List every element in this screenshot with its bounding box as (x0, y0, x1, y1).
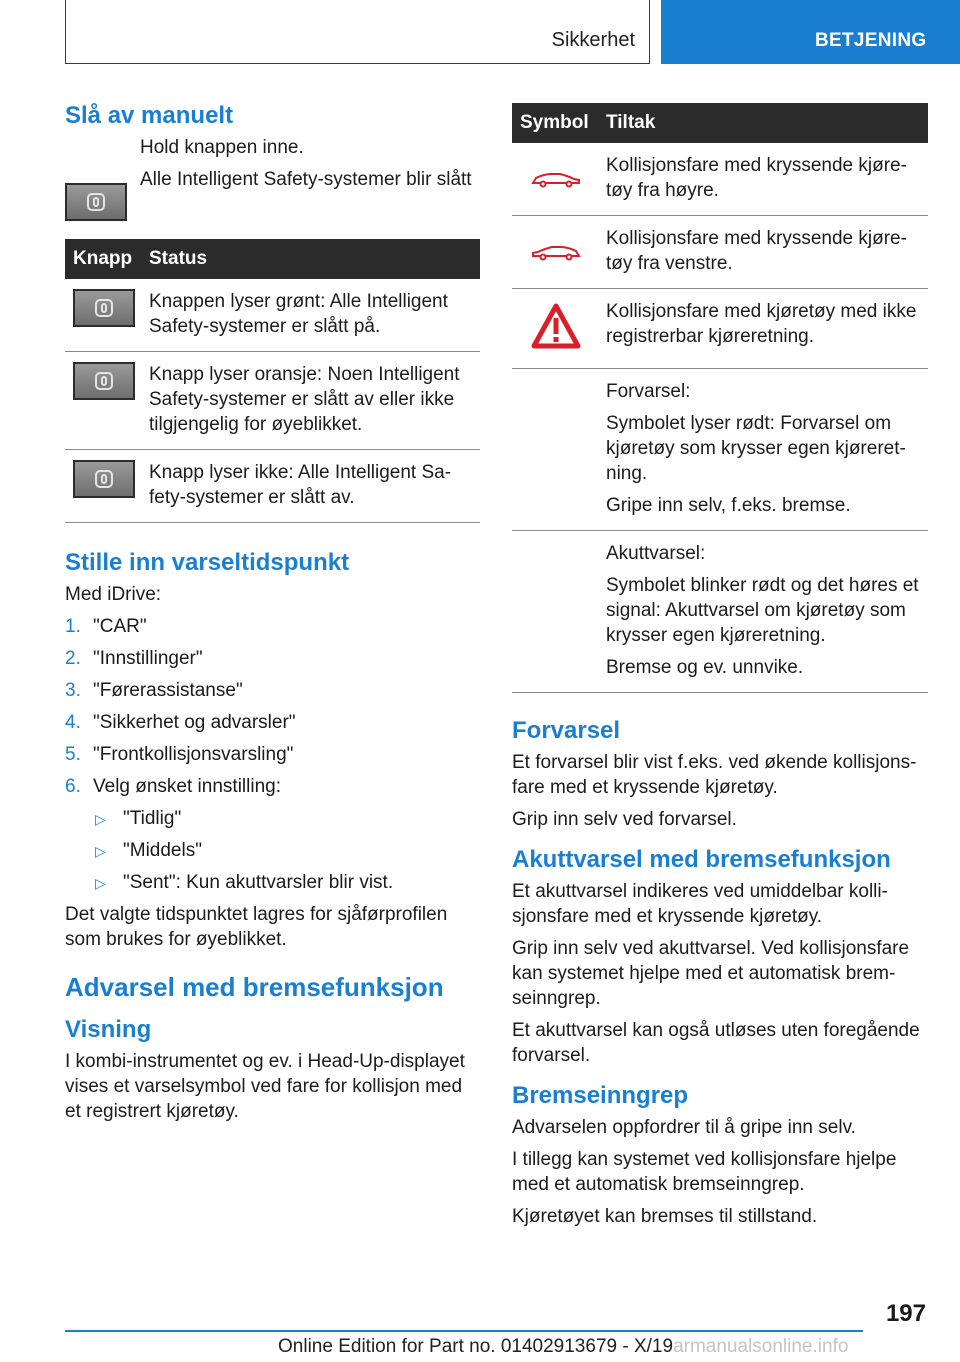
symbol-action-table (512, 103, 928, 693)
table-row (512, 531, 928, 693)
list-item: ▷ "Middels" (65, 838, 480, 863)
table-row (65, 352, 480, 450)
list-item: ▷ "Sent": Kun akuttvarsler blir vist. (65, 870, 480, 895)
acute-warning-text-3: Et akuttvarsel kan også utløses uten foregående forvarsel. (512, 1020, 920, 1066)
column-header-button: Knapp (65, 239, 141, 279)
triangle-bullet-icon: ▷ (95, 875, 106, 891)
setting-options (65, 806, 480, 895)
safety-button-icon (65, 183, 127, 221)
acute-warning-text: Et akuttvarsel indikeres ved umiddelbar kolli‐sjonsfare med et kryssende kjøretøy. (512, 881, 888, 927)
table-row (512, 143, 928, 216)
manual-off-result: Alle Intelligent Safety-systemer blir slått (140, 169, 472, 190)
header-chapter-tab (661, 0, 960, 64)
safety-button-icon (73, 362, 135, 400)
page-number: 197 (885, 1300, 926, 1327)
footer-edition: Online Edition for Part no. 01402913679 - X/19armanualsonline.info (278, 1336, 849, 1357)
brake-text-2: I tillegg kan systemet ved kollisjonsfare hjelpe med et automatisk bremseinngrep. (512, 1149, 897, 1195)
table-header-row (65, 239, 480, 279)
brake-text: Advarselen oppfordrer til å gripe inn selv. (512, 1117, 856, 1138)
heading-brake-warning: Advarsel med bremsefunksjon (65, 972, 444, 1002)
heading-manual-off: Slå av manuelt (65, 102, 234, 129)
pre-warning-text-2: Grip inn selv ved forvarsel. (512, 809, 737, 830)
table-row (512, 289, 928, 369)
list-item: ▷ "Tidlig" (65, 806, 480, 831)
car-crossing-left-icon (530, 242, 582, 262)
list-item: 6. Velg ønsket innstilling: (65, 776, 281, 797)
action-text: Kollisjonsfare med kryssende kjøre‐tøy fra høyre. (598, 143, 928, 216)
acute-warning-text-2: Grip inn selv ved akuttvarsel. Ved kollisjonsfare kan systemet hjelpe med et automatisk brem‐seinngrep. (512, 938, 910, 1009)
table-row (65, 279, 480, 352)
status-text: Knappen lyser grønt: Alle Intelligent Safety-systemer er slått på. (141, 279, 480, 352)
status-text: Knapp lyser ikke: Alle Intelligent Sa‐fety-systemer er slått av. (141, 450, 480, 523)
table-header-row (512, 103, 928, 143)
column-header-symbol: Symbol (512, 103, 598, 143)
profile-note: Det valgte tidspunktet lagres for sjåførprofilen som brukes for øyeblikket. (65, 904, 448, 950)
column-header-status: Status (141, 239, 480, 279)
list-item: 1. "CAR" (65, 616, 147, 637)
header-section-box (65, 0, 650, 64)
action-text: Akuttvarsel: Symbolet blinker rødt og det høres et signal: Akuttvarsel om kjøretøy som krysser egen kjøreretning. Bremse og ev. unnvike. (598, 531, 928, 693)
action-text: Kollisjonsfare med kryssende kjøre‐tøy fra venstre. (598, 216, 928, 289)
right-column (512, 103, 928, 1236)
heading-brake-intervention: Bremseinngrep (512, 1082, 689, 1109)
car-crossing-right-icon (530, 169, 582, 189)
column-header-action: Tiltak (598, 103, 928, 143)
left-column (65, 100, 480, 1131)
heading-warning-time: Stille inn varseltidspunkt (65, 549, 350, 576)
footer-watermark: armanualsonline.info (673, 1336, 849, 1357)
button-status-table (65, 239, 480, 523)
list-item: 5. "Frontkollisjonsvarsling" (65, 744, 294, 765)
triangle-bullet-icon: ▷ (95, 843, 106, 859)
manual-off-intro (65, 135, 480, 217)
header-chapter-title: BETJENING (815, 30, 927, 51)
pre-warning-text: Et forvarsel blir vist f.eks. ved økende kollisjons‐fare med et kryssende kjøretøy. (512, 752, 917, 798)
safety-button-icon (73, 289, 135, 327)
heading-display: Visning (65, 1016, 152, 1043)
list-item: 3. "Førerassistanse" (65, 680, 243, 701)
settings-steps (65, 614, 480, 799)
brake-text-3: Kjøretøyet kan bremses til stillstand. (512, 1206, 818, 1227)
warning-triangle-icon (531, 303, 581, 349)
heading-pre-warning: Forvarsel (512, 717, 621, 744)
action-text: Forvarsel: Symbolet lyser rødt: Forvarsel om kjøretøy som krysser egen kjøreret‐ning. Gripe inn selv, f.eks. bremse. (598, 369, 928, 531)
table-row (512, 369, 928, 531)
table-row (65, 450, 480, 523)
list-item: 2. "Innstillinger" (65, 648, 203, 669)
manual-off-step: Hold knappen inne. (140, 137, 304, 158)
heading-acute-warning: Akuttvarsel med bremsefunksjon (512, 846, 891, 873)
triangle-bullet-icon: ▷ (95, 811, 106, 827)
status-text: Knapp lyser oransje: Noen Intelligent Safety-systemer er slått av eller ikke tilgjengelig for øyeblikket. (141, 352, 480, 450)
safety-button-icon (73, 460, 135, 498)
display-text: I kombi-instrumentet og ev. i Head-Up-displayet vises et varselsymbol ved fare for kollisjon med et registrert kjøretøy. (65, 1051, 465, 1122)
footer-divider (65, 1330, 863, 1332)
list-item: 4. "Sikkerhet og advarsler" (65, 712, 296, 733)
action-text: Kollisjonsfare med kjøretøy med ikke registrerbar kjøreretning. (598, 289, 928, 369)
header-section-title: Sikkerhet (551, 29, 635, 51)
idrive-label: Med iDrive: (65, 584, 162, 605)
table-row (512, 216, 928, 289)
